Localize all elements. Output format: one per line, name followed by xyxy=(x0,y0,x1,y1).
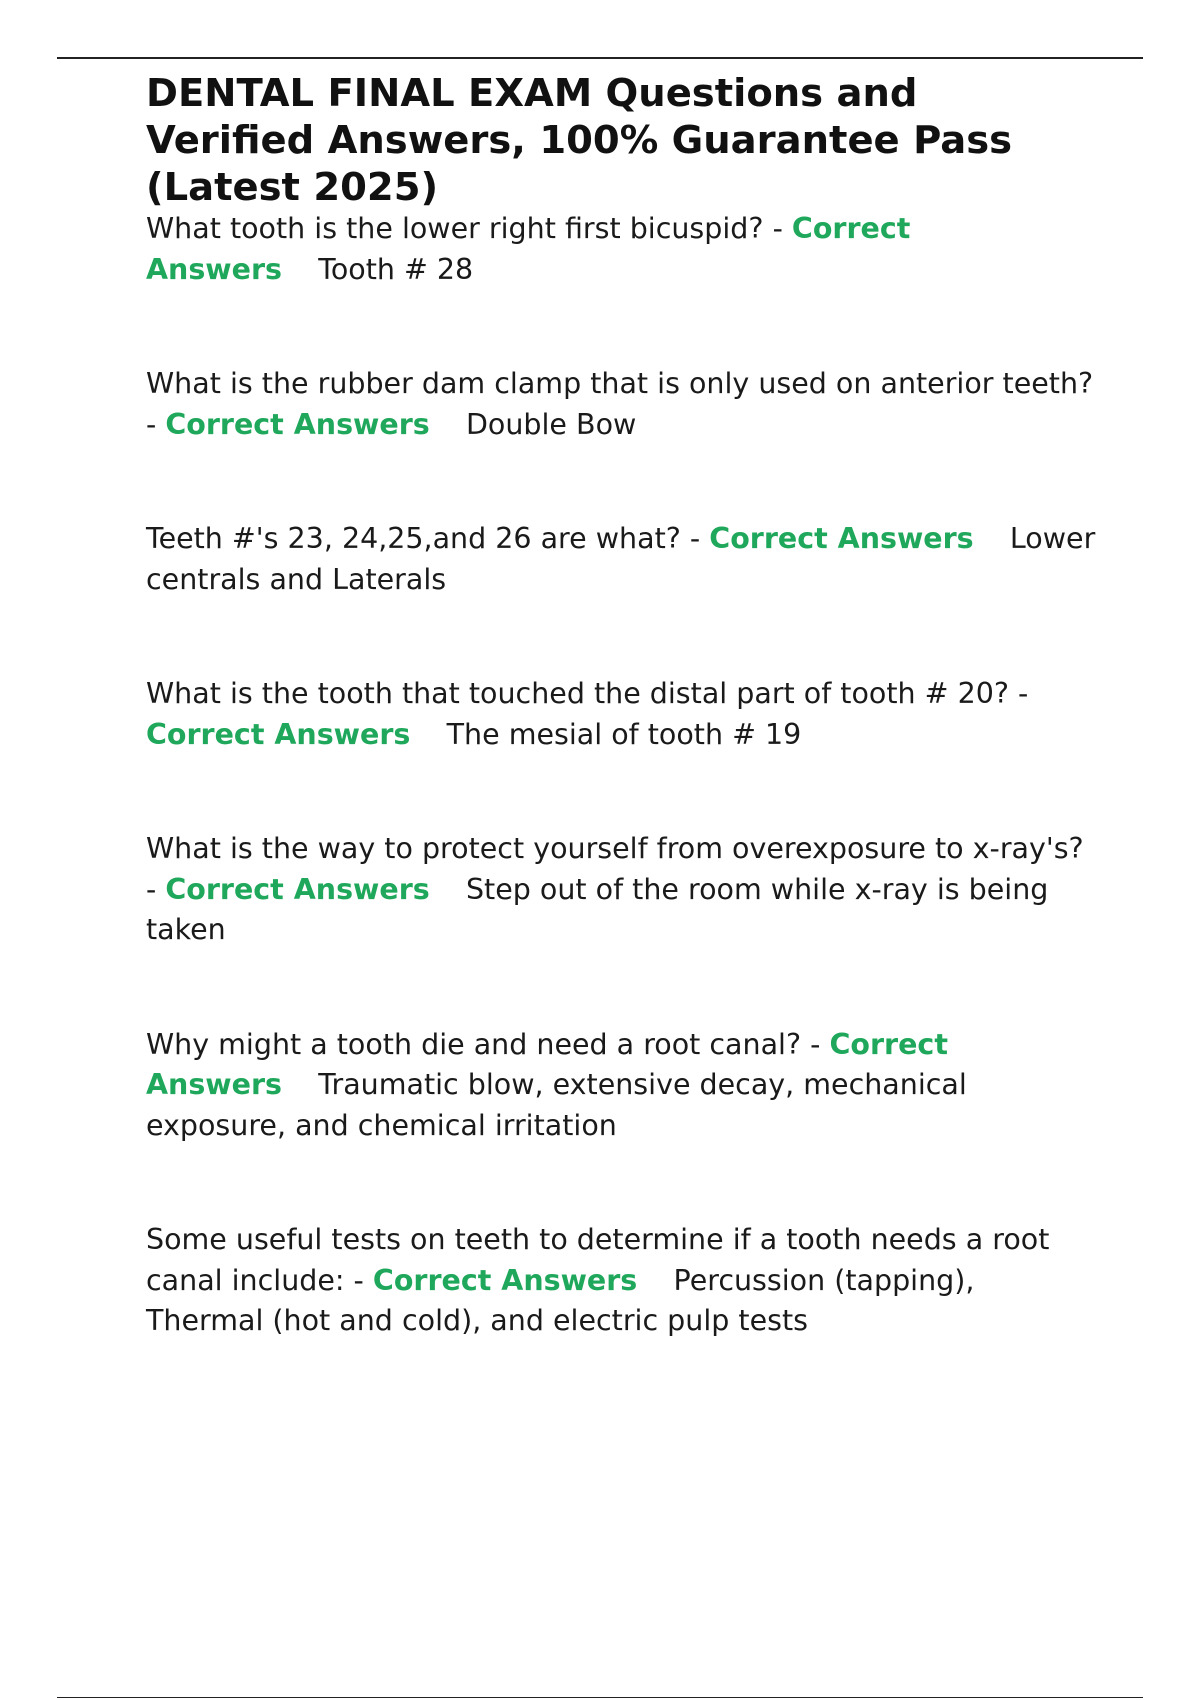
correct-answers-label: Correct Answers xyxy=(146,1027,948,1101)
qa-item xyxy=(146,1220,1096,1342)
correct-answers-label: Correct Answers xyxy=(165,872,430,906)
question-text: What is the way to protect yourself from overexposure to x-ray's? - xyxy=(146,832,1084,906)
question-text: Some useful tests on teeth to determine if a tooth needs a root canal include: - xyxy=(146,1223,1050,1297)
document-body xyxy=(146,70,1096,1342)
correct-answers-label: Correct Answers xyxy=(165,407,430,441)
qa-item xyxy=(146,519,1096,600)
answer-text: Percussion (tapping), Thermal (hot and cold), and electric pulp tests xyxy=(146,1263,975,1337)
qa-item xyxy=(146,364,1096,445)
answer-text: The mesial of tooth # 19 xyxy=(446,717,802,751)
correct-answers-label: Correct Answers xyxy=(372,1263,638,1297)
bottom-divider xyxy=(57,1697,1143,1698)
answer-text: Lower centrals and Laterals xyxy=(146,522,1096,596)
qa-item xyxy=(146,209,1096,290)
qa-item xyxy=(146,829,1096,951)
question-text: Why might a tooth die and need a root canal? - xyxy=(146,1027,830,1061)
correct-answers-label: Correct Answers xyxy=(146,717,411,751)
question-text: What tooth is the lower right first bicuspid? - xyxy=(146,212,792,245)
qa-item xyxy=(146,674,1096,755)
document-title: DENTAL FINAL EXAM Questions and Verified Answers, 100% Guarantee Pass (Latest 2025) xyxy=(146,71,1013,210)
qa-item xyxy=(146,1025,1096,1147)
top-divider xyxy=(57,57,1143,59)
question-text: What is the rubber dam clamp that is only used on anterior teeth? - xyxy=(146,367,1094,441)
question-text: What is the tooth that touched the distal part of tooth # 20? - xyxy=(146,677,1029,710)
answer-text: Double Bow xyxy=(465,407,637,441)
correct-answers-label: Correct Answers xyxy=(709,522,974,555)
correct-answers-label: Correct Answers xyxy=(146,212,911,286)
answer-text: Tooth # 28 xyxy=(318,252,474,286)
question-text: Teeth #'s 23, 24,25,and 26 are what? - xyxy=(146,522,710,555)
answer-text: Step out of the room while x-ray is being taken xyxy=(146,872,1049,946)
answer-text: Traumatic blow, extensive decay, mechanical exposure, and chemical irritation xyxy=(146,1068,967,1142)
